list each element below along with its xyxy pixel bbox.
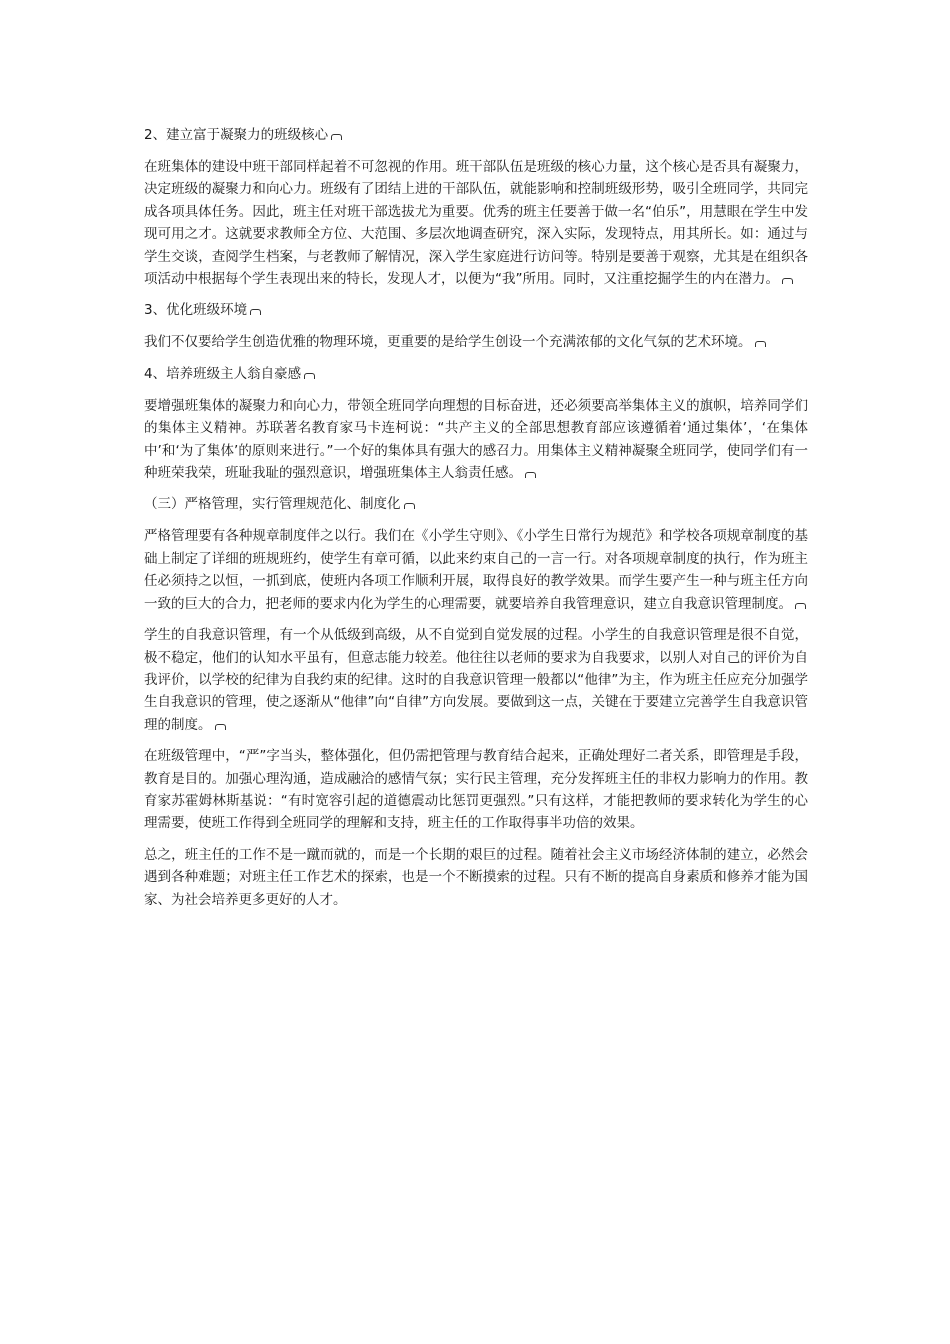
heading-environment: 3、优化班级环境 — [144, 299, 808, 321]
paragraph-collectivism: 要增强班集体的凝聚力和向心力，带领全班同学向理想的目标奋进，还必须要高举集体主义的旗帜，培养同学们的集体主义精神。苏联著名教育家马卡连柯说：“共产主义的全部思想教育部应该遵循着‘通过集体’，‘在集体中’和‘为了集体’的原则来进行。”一个好的集体具有强大的感召力。用集体主义精神凝聚全班同学，使同学们有一种班荣我荣，班耻我耻的强烈意识，增强班集体主人翁责任感。 — [144, 397, 808, 482]
heading-cohesion: 2、建立富于凝聚力的班级核心 — [144, 124, 808, 146]
paragraph-class-cadres: 在班集体的建设中班干部同样起着不可忽视的作用。班干部队伍是班级的核心力量，这个核心是否具有凝聚力，决定班级的凝聚力和向心力。班级有了团结上进的干部队伍，就能影响和控制班级形势，吸引全班同学，共同完成各项具体任务。因此，班主任对班干部选拔尤为重要。优秀的班主任要善于做一名“伯乐”，用慧眼在学生中发现可用之才。这就要求教师全方位、大范围、多层次地调查研究，深入实际，发现特点，用其所长。如：通过与学生交谈，查阅学生档案，与老教师了解情况，深入学生家庭进行访问等。特别是要善于观察，尤其是在组织各项活动中根据每个学生表现出来的特长，发现人才，以便为“我”所用。同时，又注重挖掘学生的内在潜力。 — [144, 159, 808, 288]
paragraph-rules: 严格管理要有各种规章制度伴之以行。我们在《小学生守则》、《小学生日常行为规范》和学校各项规章制度的基础上制定了详细的班规班约，使学生有章可循，以此来约束自己的一言一行。对各项规章制度的执行，作为班主任必须持之以恒，一抓到底，使班内各项工作顺利开展，取得良好的教学效果。而学生要产生一种与班主任方向一致的巨大的合力，把老师的要求内化为学生的心理需要，就要培养自我管理意识，建立自我意识管理制度。 — [144, 528, 808, 612]
paragraph-mark-icon — [525, 472, 536, 478]
paragraph-environment: 我们不仅要给学生创造优雅的物理环境，更重要的是给学生创设一个充满浓郁的文化气氛的艺术环境。 — [144, 331, 808, 353]
heading-ownership: 4、培养班级主人翁自豪感 — [144, 363, 808, 385]
paragraph-mark-icon — [404, 503, 415, 509]
paragraph-mark-icon — [215, 724, 226, 730]
paragraph-mark-icon — [304, 373, 315, 379]
document-page — [144, 124, 808, 920]
paragraph-mark-icon — [795, 603, 806, 609]
heading-strict-management: （三）严格管理，实行管理规范化、制度化 — [144, 493, 808, 515]
paragraph-self-management: 学生的自我意识管理，有一个从低级到高级，从不自觉到自觉发展的过程。小学生的自我意识管理是很不自觉，极不稳定，他们的认知水平虽有，但意志能力较差。他往往以老师的要求为自我要求，以别人对自己的评价为自我评价，以学校的纪律为自我约束的纪律。这时的自我意识管理一般都以“他律”为主，作为班主任应充分加强学生自我意识的管理，使之逐渐从“他律”向“自律”方向发展。要做到这一点，关键在于要建立完善学生自我意识管理的制度。 — [144, 627, 808, 733]
paragraph-mark-icon — [250, 309, 261, 315]
paragraph-management-education: 在班级管理中，“严”字当头，整体强化，但仍需把管理与教育结合起来，正确处理好二者关系，即管理是手段，教育是目的。加强心理沟通，造成融洽的感情气氛；实行民主管理，充分发挥班主任的非权力影响力的作用。教育家苏霍姆林斯基说：“有时宽容引起的道德震动比惩罚更强烈。”只有这样，才能把教师的要求转化为学生的心理需要，使班工作得到全班同学的理解和支持，班主任的工作取得事半功倍的效果。 — [144, 748, 808, 832]
paragraph-mark-icon — [331, 134, 342, 140]
paragraph-mark-icon — [782, 278, 793, 284]
paragraph-mark-icon — [755, 341, 766, 347]
paragraph-conclusion: 总之，班主任的工作不是一蹴而就的，而是一个长期的艰巨的过程。随着社会主义市场经济体制的建立，必然会遇到各种难题；对班主任工作艺术的探索，也是一个不断摸索的过程。只有不断的提高自身素质和修养才能为国家、为社会培养更多更好的人才。 — [144, 846, 808, 908]
